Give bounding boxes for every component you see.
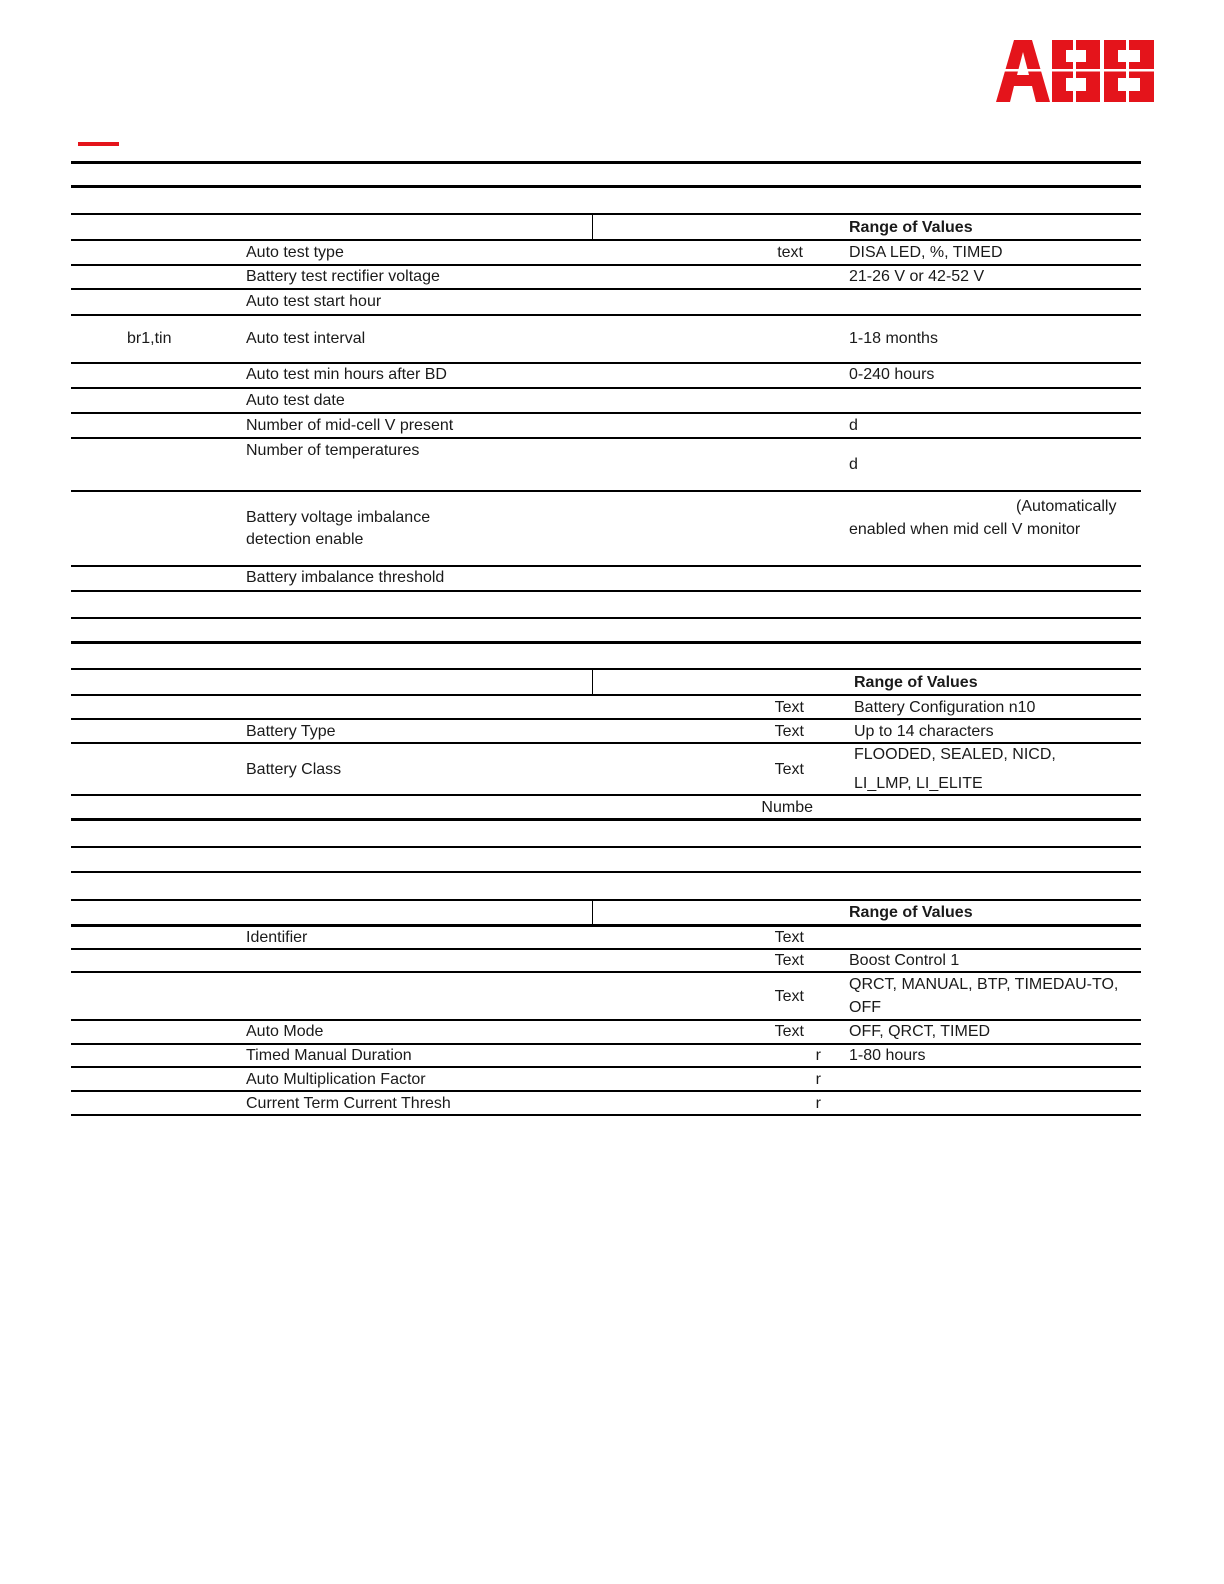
table3-top-rule xyxy=(71,871,1141,873)
table2-top-rule xyxy=(71,641,1141,644)
table1-range-header: Range of Values xyxy=(849,219,973,236)
table3-range-header: Range of Values xyxy=(849,904,973,921)
table2-range-header: Range of Values xyxy=(854,674,978,691)
table3-header-top-rule xyxy=(71,899,1141,901)
abb-logo xyxy=(996,40,1154,102)
table1-header-bottom-rule xyxy=(71,239,1141,241)
table2-header-top-rule xyxy=(71,668,1141,670)
table1-header-top-rule xyxy=(71,213,1141,215)
accent-dash xyxy=(78,142,119,146)
table1-title-rule xyxy=(71,185,1141,188)
table1-top-rule xyxy=(71,161,1141,164)
